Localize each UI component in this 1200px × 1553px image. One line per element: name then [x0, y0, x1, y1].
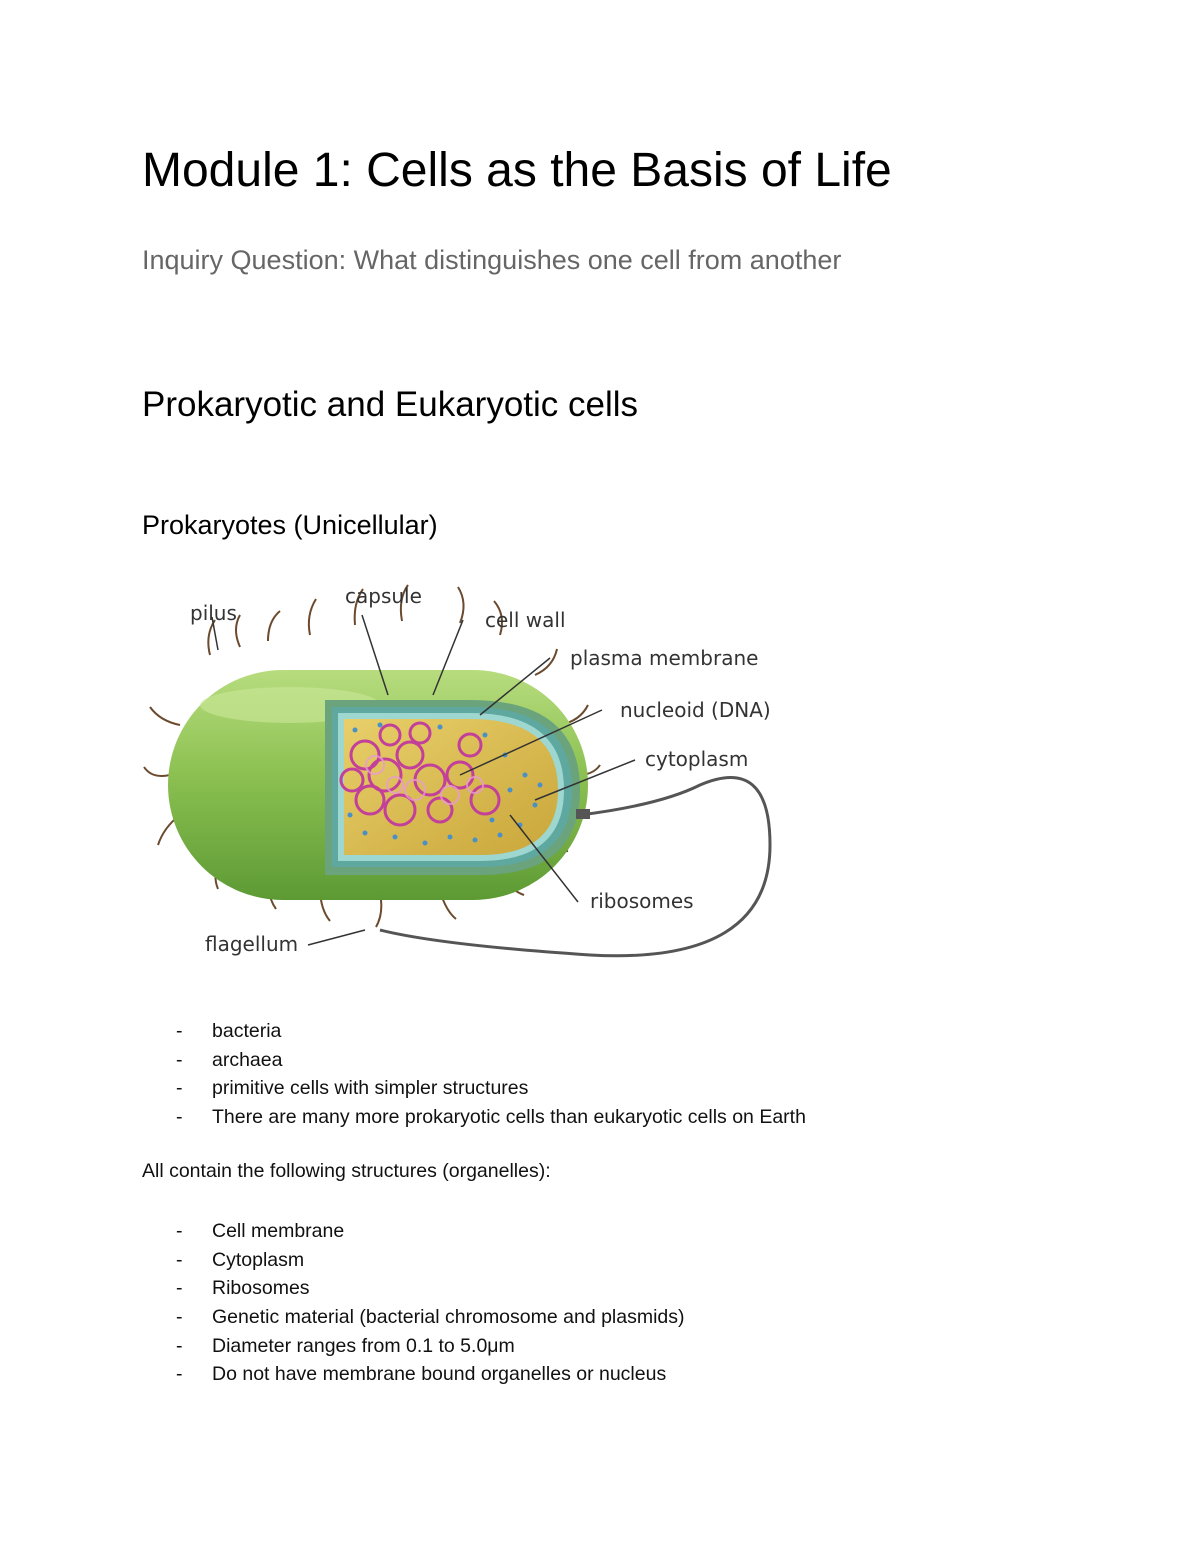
- list-item-text: Genetic material (bacterial chromosome and plasmids): [212, 1306, 685, 1329]
- subsection-heading: Prokaryotes (Unicellular): [142, 510, 438, 540]
- list-dash: -: [176, 1048, 183, 1071]
- list-item-text: Diameter ranges from 0.1 to 5.0μm: [212, 1334, 515, 1357]
- structures-intro: All contain the following structures (organelles):: [142, 1160, 551, 1182]
- inquiry-question: Inquiry Question: What distinguishes one cell from another: [142, 245, 842, 275]
- page-title: Module 1: Cells as the Basis of Life: [142, 144, 892, 197]
- list-item-text: Do not have membrane bound organelles or nucleus: [212, 1363, 667, 1386]
- prokaryotic-cell-diagram: [140, 575, 800, 975]
- list-item-text: bacteria: [212, 1020, 282, 1042]
- list-dash: -: [176, 1248, 183, 1271]
- list-dash: -: [176, 1306, 183, 1329]
- list-dash: -: [176, 1106, 183, 1129]
- list-dash: -: [176, 1277, 183, 1300]
- list-item-text: There are many more prokaryotic cells than eukaryotic cells on Earth: [212, 1106, 806, 1129]
- flagellum-label: flagellum: [205, 932, 299, 956]
- list-item-text: Cytoplasm: [212, 1248, 305, 1271]
- list-item-text: primitive cells with simpler structures: [212, 1077, 529, 1100]
- list-dash: -: [176, 1077, 183, 1100]
- list-item-text: Ribosomes: [212, 1277, 310, 1300]
- capsule-label: capsule: [345, 584, 422, 608]
- list-dash: -: [176, 1363, 183, 1386]
- list-item-text: Cell membrane: [212, 1220, 345, 1242]
- ribosomes-label: ribosomes: [590, 889, 694, 913]
- pilus-label: pilus: [190, 601, 237, 625]
- list-dash: -: [176, 1220, 183, 1242]
- list-dash: -: [176, 1020, 183, 1042]
- cytoplasm-label: cytoplasm: [645, 747, 749, 771]
- plasma-membrane-label: plasma membrane: [570, 646, 759, 670]
- nucleoid-label: nucleoid (DNA): [620, 698, 771, 722]
- section-heading: Prokaryotic and Eukaryotic cells: [142, 385, 639, 424]
- list-item-text: archaea: [212, 1048, 283, 1071]
- list-dash: -: [176, 1334, 183, 1357]
- cell-wall-label: cell wall: [485, 608, 566, 632]
